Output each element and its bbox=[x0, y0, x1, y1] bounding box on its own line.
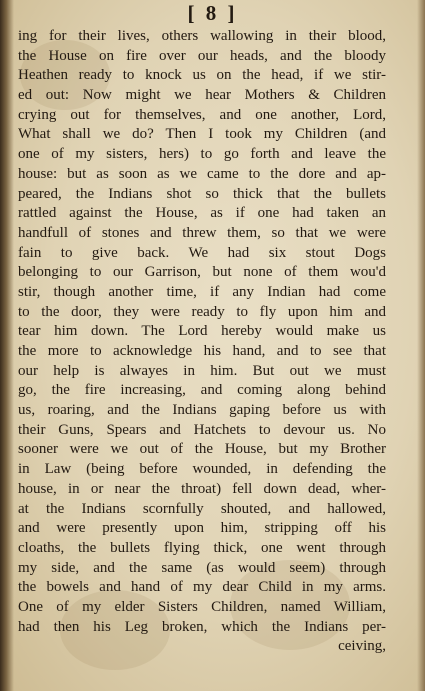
body-text bbox=[18, 27, 386, 657]
text-line: cloaths, the bullets flying thick, one went through bbox=[18, 539, 386, 556]
text-line: the bowels and hand of my dear Child in my arms. bbox=[18, 579, 386, 596]
text-line: Heathen ready to knock us on the head, if we stir- bbox=[18, 67, 386, 84]
text-line: at the Indians scornfully shouted, and hallowed, bbox=[18, 500, 386, 517]
text-line: had then his Leg broken, which the Indians per- bbox=[18, 618, 386, 635]
text-line: handfull of stones and threw them, so that we were bbox=[18, 224, 386, 241]
text-line: tear him down. The Lord hereby would make us bbox=[18, 323, 386, 340]
page-number: [ 8 ] bbox=[187, 1, 238, 25]
page-gutter-shadow bbox=[0, 0, 14, 691]
text-line: ing for their lives, others wallowing in their blood, bbox=[18, 28, 386, 44]
text-line: their Guns, Spears and Hatchets to devour us. No bbox=[18, 421, 386, 438]
text-line: go, the fire increasing, and coming along behind bbox=[18, 382, 386, 399]
text-line: and were presently upon him, stripping off his bbox=[18, 520, 386, 537]
text-line: the House on fire over our heads, and the bloody bbox=[18, 47, 386, 64]
text-line: house: but as soon as we came to the dore and ap- bbox=[18, 165, 386, 182]
text-line: in Law (being before wounded, in defending the bbox=[18, 461, 386, 478]
text-line: us, roaring, and the Indians gaping before us with bbox=[18, 402, 386, 419]
text-line: stir, though another time, if any Indian had come bbox=[18, 283, 386, 300]
page-edge-shadow bbox=[417, 0, 425, 691]
text-line: What shall we do? Then I took my Children (and bbox=[18, 126, 386, 143]
text-line: my side, and the same (as would seem) through bbox=[18, 559, 386, 576]
text-line: belonging to our Garrison, but none of them wou'd bbox=[18, 264, 386, 281]
text-line: our help is alwayes in him. But out we must bbox=[18, 362, 386, 379]
text-line: one of my sisters, hers) to go forth and leave the bbox=[18, 146, 386, 163]
text-line: rattled against the House, as if one had taken an bbox=[18, 205, 386, 222]
text-line: the more to acknowledge his hand, and to see that bbox=[18, 343, 386, 359]
text-line: fain to give back. We had six stout Dogs bbox=[18, 244, 386, 261]
text-line: ed out: Now might we hear Mothers & Children bbox=[18, 87, 386, 104]
text-line: to the door, they were ready to fly upon him and bbox=[18, 303, 386, 320]
text-line: One of my elder Sisters Children, named William, bbox=[18, 598, 386, 615]
text-line: crying out for themselves, and one another, Lord, bbox=[18, 106, 386, 123]
text-line: peared, the Indians shot so thick that the bullets bbox=[18, 185, 386, 202]
text-line: house, in or near the throat) fell down dead, wher- bbox=[18, 480, 386, 497]
text-line-catchword: ceiving, bbox=[338, 638, 386, 655]
text-line: sooner were we out of the House, but my Brother bbox=[18, 441, 386, 458]
